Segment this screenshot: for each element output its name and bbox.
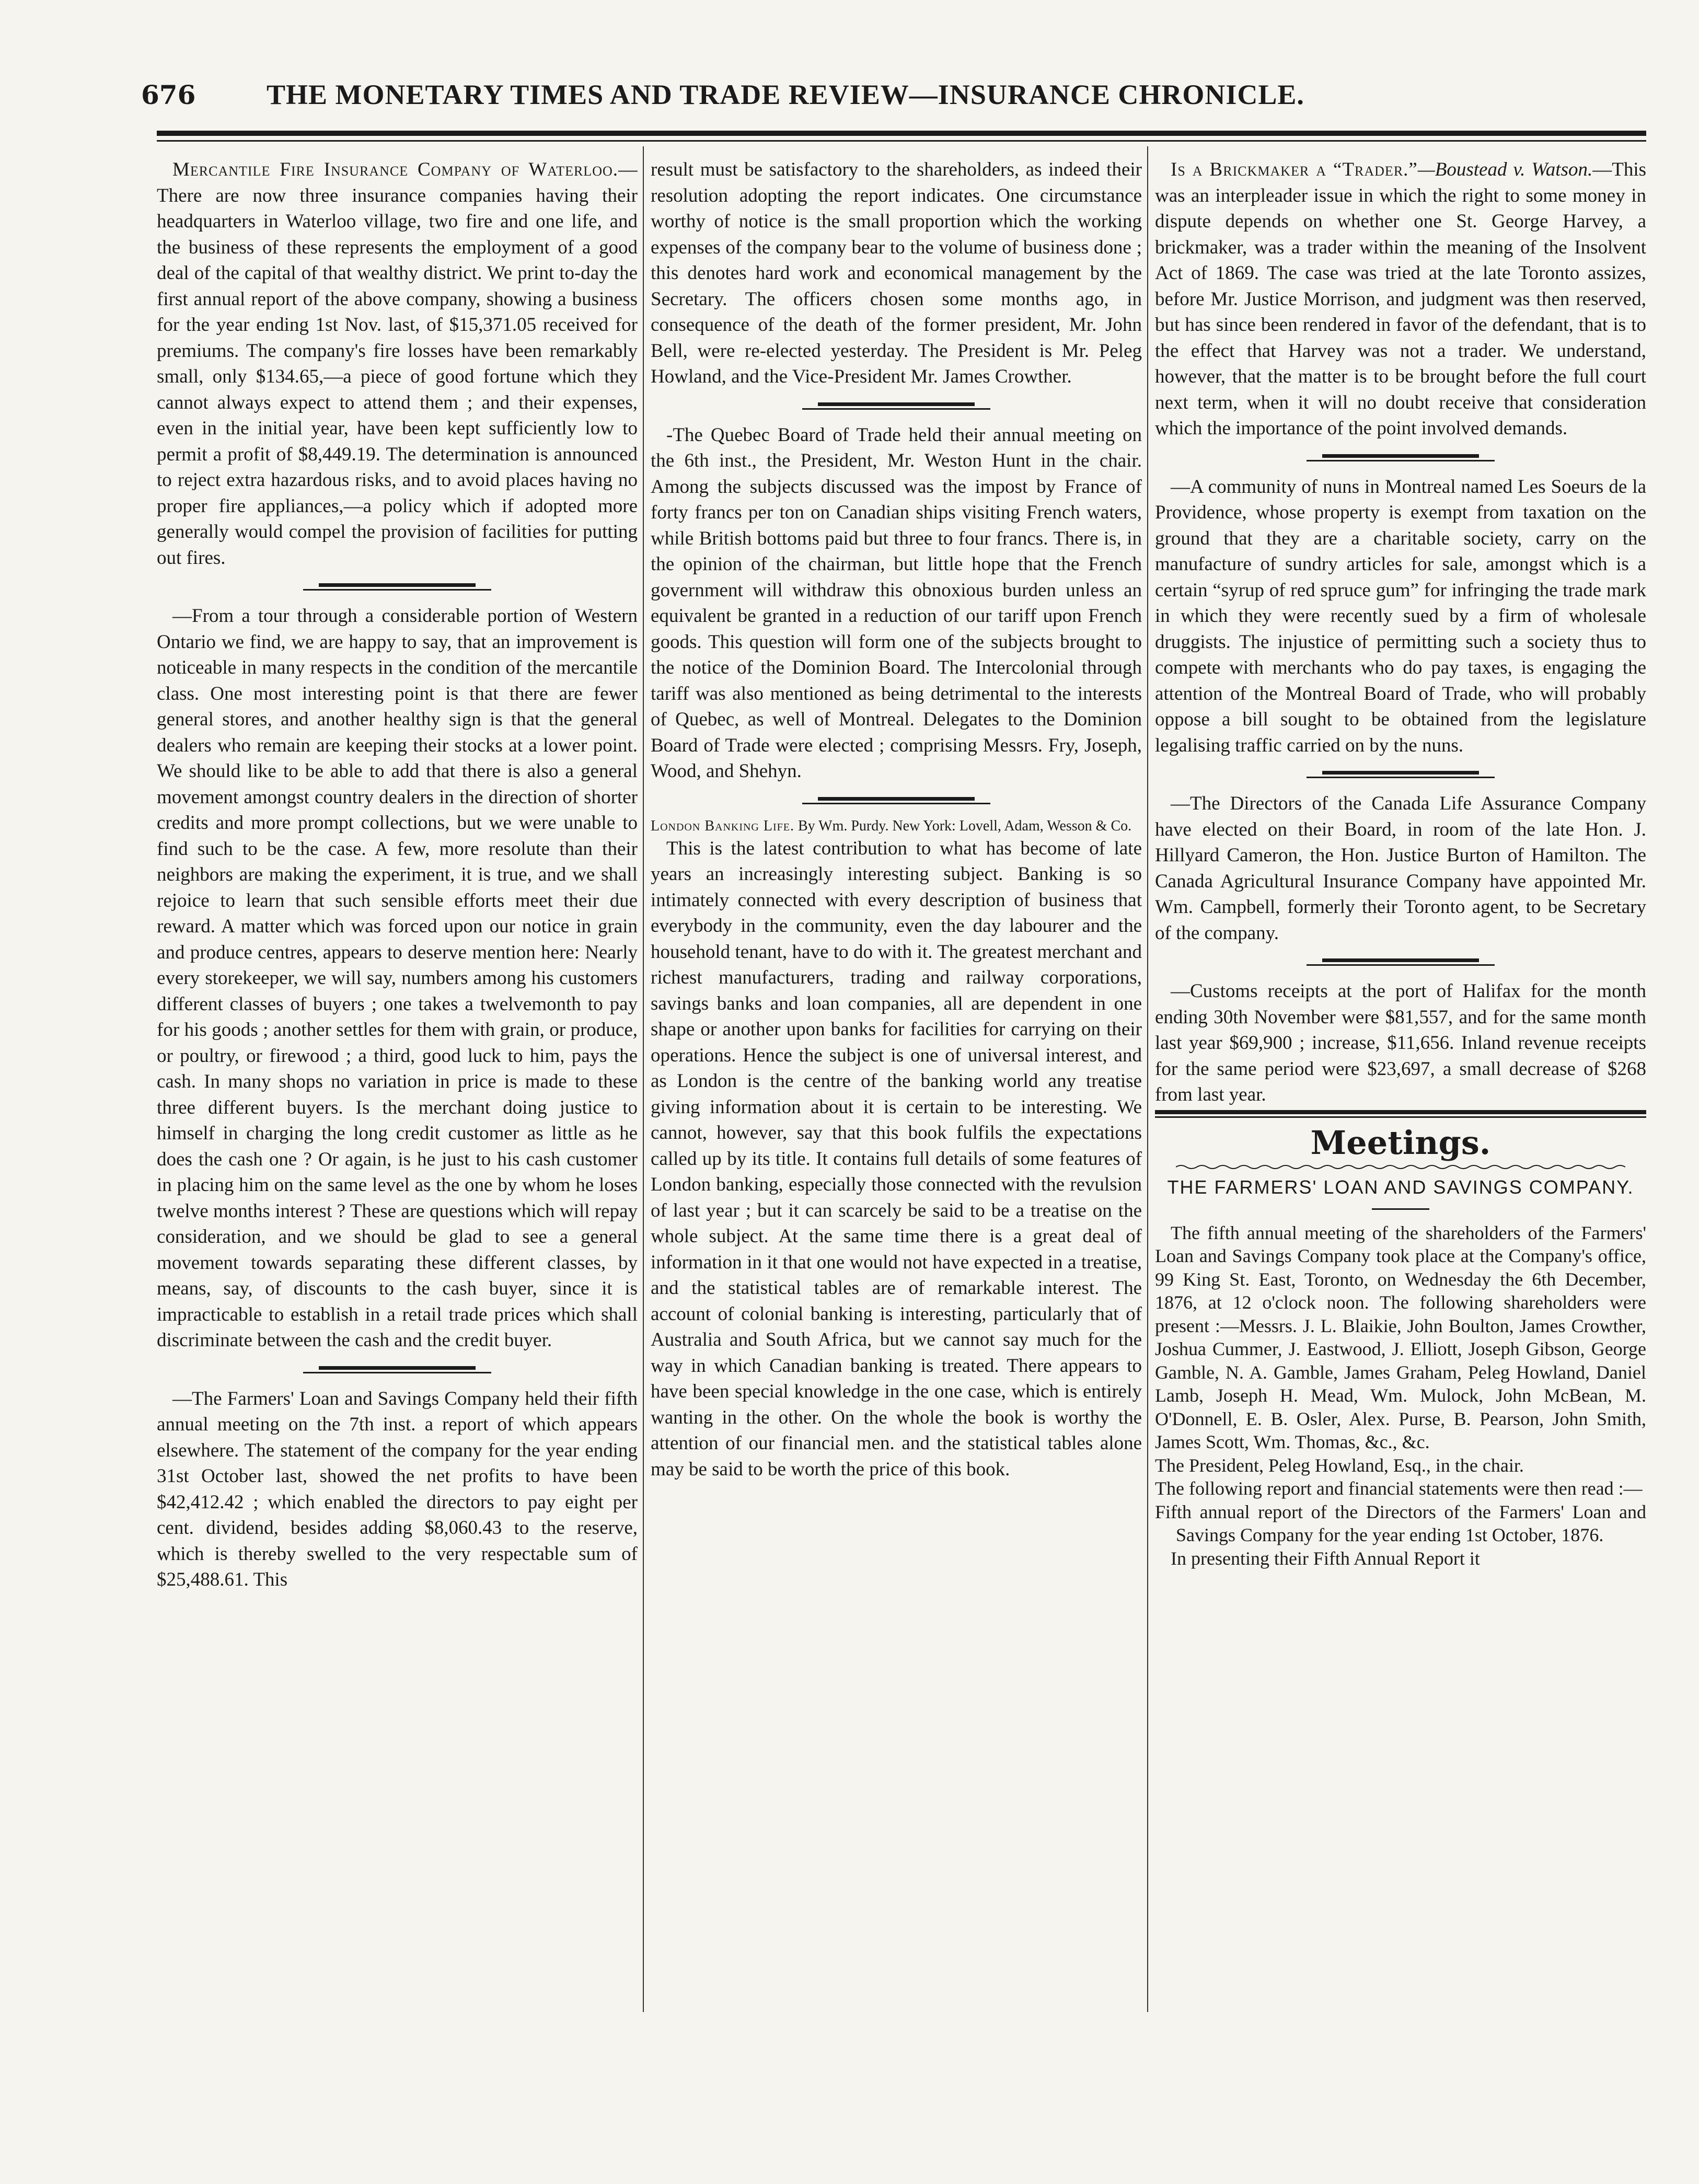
article-separator [1155, 442, 1646, 474]
book-review-heading [651, 817, 1142, 836]
ornamental-rule [1155, 1162, 1646, 1172]
header-rule-thin [157, 140, 1646, 142]
page-number: 676 [141, 79, 196, 110]
article-separator [1155, 758, 1646, 791]
article-brickmaker [1155, 157, 1646, 442]
column-divider [1147, 146, 1148, 2012]
article-farmers-loan-continued: result must be satisfactory to the shareholders, as indeed their resolution adopting the report indicates. One circumstance worthy of notice is the small proportion which the working expenses of the company bear to the volume of business done ; this denotes hard work and economical management by the Secretary. The officers chosen some months ago, in consequence of the death of the former president, Mr. John Bell, were re-elected yesterday. The President is Mr. Peleg Howland, and the Vice-President Mr. James Crowther. [651, 159, 1142, 387]
article-separator [651, 390, 1142, 422]
article-heading: Is a Brickmaker a “Trader.” [1171, 159, 1418, 180]
masthead-title: THE MONETARY TIMES AND TRADE REVIEW—INSURANCE CHRONICLE. [267, 79, 1304, 110]
column-3 [1155, 157, 1646, 2017]
page-header [141, 78, 1646, 125]
article-separator [157, 1354, 638, 1386]
article-separator [1155, 946, 1646, 978]
article-separator [157, 571, 638, 603]
book-review-body: This is the latest contribution to what has become of late years an increasingly interesting subject. Banking is so intimately connected with every description of business that everybody in the community, even the day labourer and the household tenant, have to do with it. The greatest merchant and richest manufacturers, trading and railway corporations, savings banks and loan companies, all are dependent in one shape or another upon banks for facilities for carrying on their operations. Hence the subject is one of universal interest, and as London is the centre of the banking world any treatise giving information about it is certain to be interesting. We cannot, however, say that this book fulfils the expectations called up by its title. It contains full details of some features of London banking, especially those connected with the revulsion of last year ; but it can scarcely be said to be a treatise on the whole subject. At the same time there is a great deal of information in it that one would not have expected in a treatise, and the statistical tables are of remarkable interest. The account of colonial banking is interesting, particularly that of Australia and South Africa, but we cannot say much for the way in which Canadian banking is treated. There appears to have been special knowledge in the one case, which is entirely wanting in the other. On the whole the book is worthy the attention of our financial men. and the statistical tables alone may be said to be worth the price of this book. [651, 837, 1142, 1480]
article-mercantile-fire [157, 157, 638, 571]
meeting-paragraph: Fifth annual report of the Directors of the Farmers' Loan and Savings Company for the year ending 1st October, 1876. [1155, 1501, 1646, 1545]
section-rule [1155, 1108, 1646, 1120]
article-body: —This was an interpleader issue in which the right to some money in dispute depends on whether one St. George Harvey, a brickmaker, was a trader within the meaning of the Insolvent Act of 1869. The case was tried at the late Toronto assizes, before Mr. Justice Morrison, and judgment was then reserved, but has since been rendered in favor of the defendant, that is to the effect that Harvey was not a trader. We understand, however, that the matter is to be brought before the full court next term, when it will no doubt receive that consideration which the importance of the point involved demands. [1155, 159, 1646, 439]
article-halifax-customs: —Customs receipts at the port of Halifax for the month ending 30th November were $81,557, and for the same month last year $69,900 ; increase, $11,656. Inland revenue receipts for the same period were $23,697, a small decrease of $268 from last year. [1155, 980, 1646, 1105]
meetings-section-title: Meetings. [1310, 1123, 1491, 1162]
article-nuns-montreal: —A community of nuns in Montreal named Les Soeurs de la Providence, whose property is exempt from taxation on the ground that they are a charitable society, carry on the manufacture of sundry articles for sale, amongst which is a certain “syrup of red spruce gum” for infringing the trade mark in which they were recently sued by a firm of wholesale druggists. The injustice of permitting such a society thus to compete with merchants who do pay taxes, is engaging the attention of the Montreal Board of Trade, who will probably oppose a bill sought to be obtained from the legislature legalising traffic carried on by the nuns. [1155, 476, 1646, 756]
meeting-paragraph: In presenting their Fifth Annual Report it [1171, 1547, 1480, 1569]
short-rule [1372, 1208, 1429, 1210]
article-body: —There are now three insurance companies having their headquarters in Waterloo village, two fire and one life, and the business of these represents the employment of a good deal of the capital of that wealthy district. We print to-day the first annual report of the above company, showing a business for the year ending 1st Nov. last, of $15,371.05 received for premiums. The company's fire losses have been remarkably small, only $134.65,—a piece of good fortune which they cannot always expect to attend them ; and their expenses, even in the initial year, have been kept sufficiently low to permit a profit of $8,449.19. The determination is announced to reject extra hazardous risks, and to avoid places having no proper fire appliances,—a policy which if adopted more generally would compel the provision of facilities for putting out fires. [157, 159, 638, 569]
meeting-paragraph: The fifth annual meeting of the shareholders of the Farmers' Loan and Savings Company took place at the Company's office, 99 King St. East, Toronto, on Wednesday the 6th December, 1876, at 12 o'clock noon. The following shareholders were present :—Messrs. J. L. Blaikie, John Boulton, James Crowther, Joshua Cummer, J. Eastwood, J. Elliott, Joseph Gibson, George Gamble, N. A. Gamble, James Graham, Peleg Howland, Daniel Lamb, Joseph H. Mead, Wm. Mulock, John McBean, M. O'Donnell, E. B. Osler, Alex. Purse, B. Pearson, John Smith, James Scott, Wm. Thomas, &c., &c. [1155, 1222, 1646, 1452]
column-2 [651, 157, 1142, 2017]
article-separator [651, 784, 1142, 817]
meeting-paragraph: The President, Peleg Howland, Esq., in the chair. [1155, 1454, 1524, 1476]
column-divider [643, 146, 644, 2012]
header-rule-thick [157, 131, 1646, 136]
article-western-ontario: —From a tour through a considerable portion of Western Ontario we find, we are happy to say, that an improvement is noticeable in many respects in the condition of the mercantile class. One most interesting point is that there are fewer general stores, and another healthy sign is that the general dealers who remain are keeping their stocks at a lower point. We should like to be able to add that there is also a general movement amongst country dealers in the direction of shorter credits and more prompt collections, but we were unable to find such to be the case. A few, more resolute than their neighbors are making the experiment, it is true, and we shall rejoice to learn that such sensible efforts meet their due reward. A matter which was forced upon our notice in grain and produce centres, appears to deserve mention here: Nearly every storekeeper, we will say, numbers among his customers different classes of buyers ; one takes a twelvemonth to pay for his goods ; another settles for them with grain, or produce, or poultry, or firewood ; a third, good luck to him, pays the cash. In many shops no variation in price is made to these three different buyers. Is the merchant doing justice to himself in charging the long credit customer as little as he does the cash one ? Or again, is he just to his cash customer in placing him on the same level as the one by whom he loses twelve months interest ? These are questions which will repay consideration, and we should be glad to see a general movement towards separating these different classes, by means, say, of discounts to the cash buyer, since it is impracticable to establish in a retail trade prices which shall discriminate between the cash and the credit buyer. [157, 605, 638, 1351]
article-farmers-loan: —The Farmers' Loan and Savings Company held their fifth annual meeting on the 7th inst. a report of which appears elsewhere. The statement of the company for the year ending 31st October last, showed the net profits to have been $42,412.42 ; which enabled the directors to pay eight per cent. dividend, besides adding $8,060.43 to the reserve, which is thereby swelled to the very respectable sum of $25,488.61. This [157, 1388, 638, 1590]
article-heading: Mercantile Fire Insurance Company of Waterloo. [172, 159, 618, 180]
book-title: London Banking Life. [651, 817, 794, 834]
meeting-paragraph: The following report and financial statements were then read :— [1155, 1478, 1643, 1499]
article-quebec-board: -The Quebec Board of Trade held their annual meeting on the 6th inst., the President, Mr. Weston Hunt in the chair. Among the subjects discussed was the impost by France of forty francs per ton on Canadian ships visiting French waters, while British bottoms paid but three to four francs. There is, in the opinion of the chairman, but little hope that the French government will withdraw this obnoxious burden unless an equivalent be granted in a reduction of our tariff upon French goods. This question will form one of the subjects brought to the notice of the Dominion Board. The Intercolonial through tariff was also mentioned as being detrimental to the interests of Quebec, as well of Montreal. Delegates to the Dominion Board of Trade were elected ; comprising Messrs. Fry, Joseph, Wood, and Shehyn. [651, 424, 1142, 782]
book-meta: By Wm. Purdy. New York: Lovell, Adam, Wesson & Co. [798, 817, 1132, 834]
column-1 [157, 157, 638, 2017]
case-name: —Boustead v. Watson. [1417, 159, 1593, 180]
meeting-report [1155, 1221, 1646, 1570]
meeting-heading: THE FARMERS' LOAN AND SAVINGS COMPANY. [1167, 1176, 1634, 1198]
article-canada-life: —The Directors of the Canada Life Assurance Company have elected on their Board, in room of the late Hon. J. Hillyard Cameron, the Hon. Justice Burton of Hamilton. The Canada Agricultural Insurance Company have appointed Mr. Wm. Campbell, formerly their Toronto agent, to be Secretary of the company. [1155, 793, 1646, 944]
